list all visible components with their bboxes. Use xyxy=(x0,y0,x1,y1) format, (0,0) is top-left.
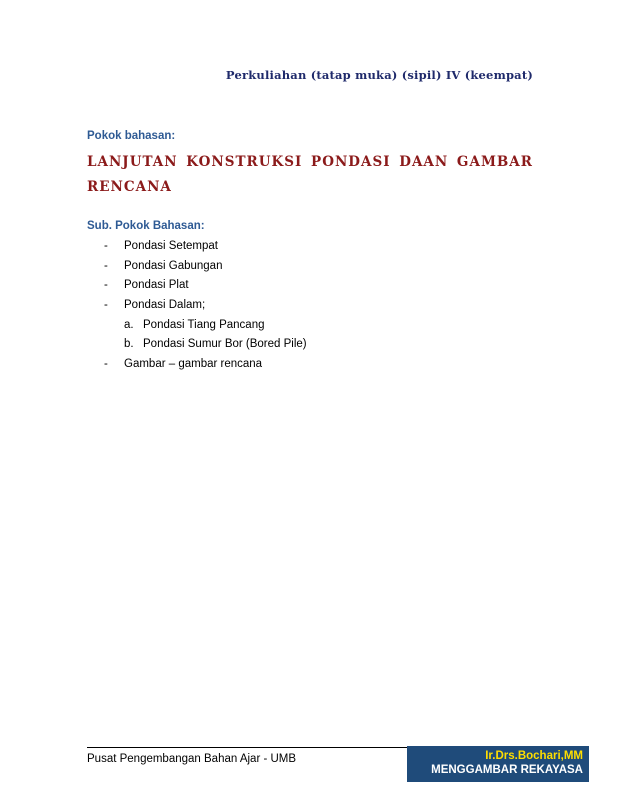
footer-course: MENGGAMBAR REKAYASA xyxy=(431,764,583,776)
list-bullet: - xyxy=(104,240,108,252)
footer-author: Ir.Drs.Bochari,MM xyxy=(485,750,583,762)
list-bullet: - xyxy=(104,299,108,312)
footer-author-box xyxy=(407,746,589,782)
sub-list-item xyxy=(87,335,527,355)
sub-list-item-text: Pondasi Tiang Pancang xyxy=(143,318,265,331)
session-title: Perkuliahan (tatap muka) (sipil) IV (keempat) xyxy=(225,68,533,82)
subtopic-list xyxy=(87,237,527,375)
list-bullet: - xyxy=(104,279,108,292)
list-item xyxy=(87,296,527,316)
list-item-text: Pondasi Setempat xyxy=(124,240,218,252)
list-item xyxy=(87,276,527,296)
topic-title-line-1: LANJUTAN KONSTRUKSI PONDASI DAAN GAMBAR xyxy=(87,154,533,170)
topic-label: Pokok bahasan: xyxy=(87,130,176,142)
list-item-text: Pondasi Dalam; xyxy=(124,299,206,312)
sub-list-letter: a. xyxy=(124,318,134,331)
list-item-text: Pondasi Gabungan xyxy=(124,259,223,272)
sub-list-item xyxy=(87,316,527,336)
sub-list-item-text: Pondasi Sumur Bor (Bored Pile) xyxy=(143,338,307,351)
list-bullet: - xyxy=(104,358,108,371)
footer-divider xyxy=(87,747,407,748)
list-item xyxy=(87,257,527,277)
subtopic-label: Sub. Pokok Bahasan: xyxy=(87,220,205,232)
list-item xyxy=(87,355,527,375)
footer-institution: Pusat Pengembangan Bahan Ajar - UMB xyxy=(87,753,297,765)
topic-title xyxy=(87,150,533,200)
topic-title-line-2: RENCANA xyxy=(87,179,172,195)
list-bullet: - xyxy=(104,259,108,272)
list-item xyxy=(87,237,527,257)
sub-list-letter: b. xyxy=(124,338,134,351)
list-item-text: Gambar – gambar rencana xyxy=(124,358,263,371)
list-item-text: Pondasi Plat xyxy=(124,279,189,292)
